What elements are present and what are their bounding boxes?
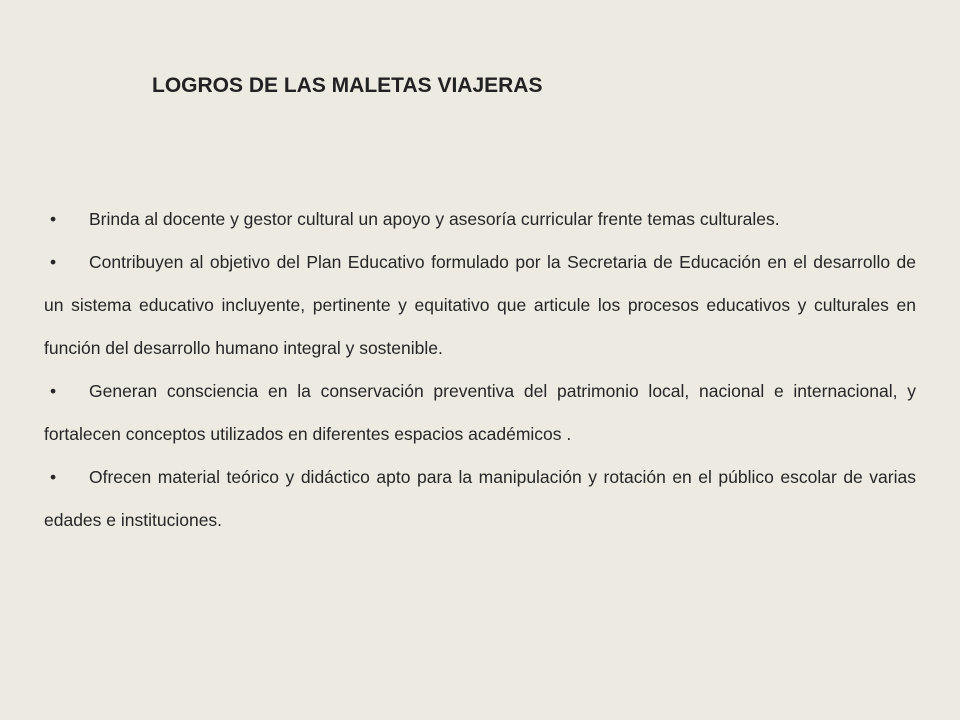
list-item-text: Contribuyen al objetivo del Plan Educativo formulado por la Secretaria de Educación en el desarrollo de un sistema educativo incluyente, pertinente y equitativo que articule los procesos educativos y culturales en función del desarrollo humano integral y sostenible. (44, 252, 916, 358)
list-item-text: Ofrecen material teórico y didáctico apto para la manipulación y rotación en el público escolar de varias edades e instituciones. (44, 467, 916, 530)
list-item (44, 370, 916, 456)
list-item (44, 456, 916, 542)
bullet-icon: • (50, 467, 57, 487)
bullet-icon: • (50, 381, 57, 401)
achievements-list (44, 198, 916, 542)
slide-title: LOGROS DE LAS MALETAS VIAJERAS (152, 74, 543, 97)
bullet-icon: • (50, 209, 57, 229)
bullet-icon: • (50, 252, 57, 272)
list-item (44, 198, 916, 241)
list-item (44, 241, 916, 370)
list-item-text: Brinda al docente y gestor cultural un apoyo y asesoría curricular frente temas culturales. (89, 209, 780, 229)
list-item-text: Generan consciencia en la conservación preventiva del patrimonio local, nacional e internacional, y fortalecen conceptos utilizados en diferentes espacios académicos . (44, 381, 916, 444)
